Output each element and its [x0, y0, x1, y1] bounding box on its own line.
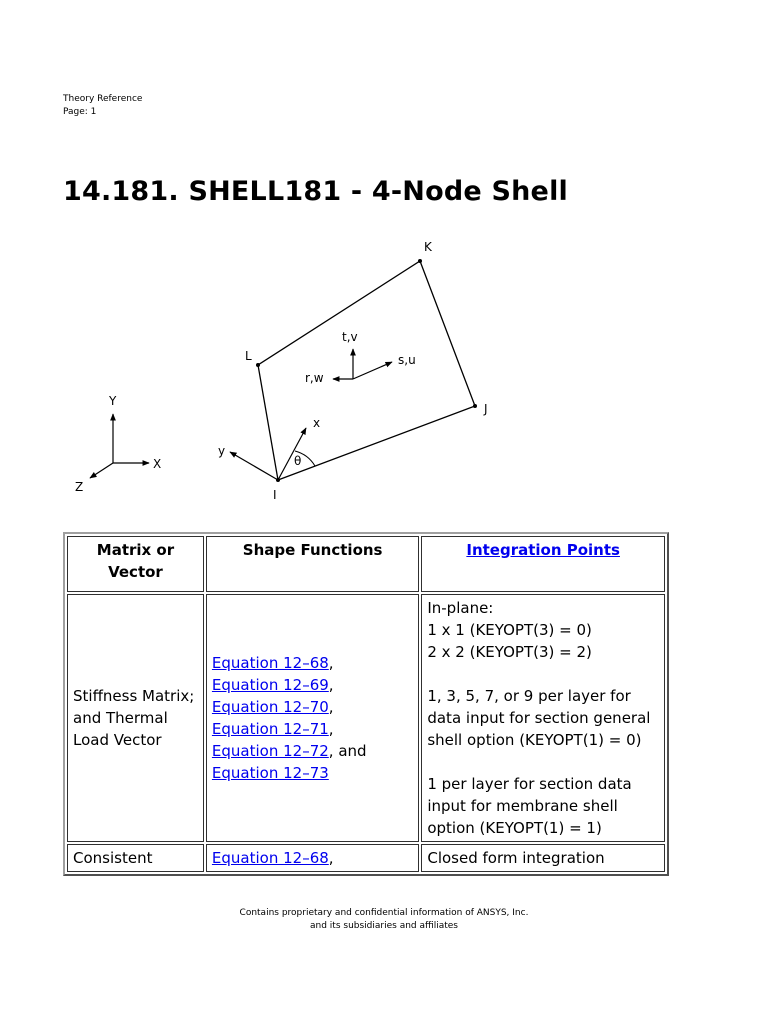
- stiffness-matrix-cell: Stiffness Matrix; and Thermal Load Vector: [67, 594, 204, 842]
- in-plane-label: In-plane:: [427, 599, 494, 617]
- x-local-label: x: [313, 416, 321, 430]
- node-i-label: I: [273, 488, 277, 502]
- y-local-arrow: [230, 452, 278, 480]
- equation-12-68-link-2[interactable]: Equation 12–68: [211, 849, 329, 867]
- footer-line-1: Contains proprietary and confidential information of ANSYS, Inc.: [239, 908, 529, 918]
- equation-12-69-link[interactable]: Equation 12–69: [211, 676, 329, 694]
- equation-12-73-link[interactable]: Equation 12–73: [211, 764, 329, 782]
- y-local-label: y: [218, 444, 226, 458]
- in-plane-option-1: 1 x 1 (KEYOPT(3) = 0): [427, 621, 592, 639]
- table-row: [67, 844, 665, 872]
- header-integration-points: [421, 536, 665, 592]
- footer-line-2: and its subsidiaries and affiliates: [310, 921, 458, 931]
- header-matrix-or-vector: Matrix or Vector: [67, 536, 204, 592]
- header-doc-title: Theory Reference: [63, 94, 143, 104]
- table-row: [67, 594, 665, 842]
- equation-12-70-link[interactable]: Equation 12–70: [211, 698, 329, 716]
- node-l-label: L: [245, 349, 252, 363]
- shape-functions-cell: Equation 12–68, Equation 12–69, Equation 12–70, Equation 12–71, Equation 12–72, and Equation 12–73: [206, 594, 419, 842]
- element-table-viewport: [63, 532, 669, 876]
- consistent-cell: Consistent: [67, 844, 204, 872]
- page-footer: [0, 907, 768, 933]
- integration-points-cell: [421, 594, 665, 842]
- node-j-label: J: [484, 402, 488, 416]
- header-page-number: Page: 1: [63, 107, 97, 117]
- header-shape-functions: Shape Functions: [206, 536, 419, 592]
- node-k-marker: [418, 259, 422, 263]
- equation-12-68-link[interactable]: Equation 12–68: [211, 654, 329, 672]
- node-k-label: K: [424, 240, 432, 254]
- section-general-note: 1, 3, 5, 7, or 9 per layer for data input for section general shell option (KEYOPT(1) = 0): [427, 687, 651, 749]
- z-global-label: Z: [75, 480, 84, 494]
- s-axis-arrow: [353, 362, 392, 379]
- closed-form-cell: Closed form integration: [421, 844, 665, 872]
- y-global-label: Y: [109, 394, 117, 408]
- tv-label: t,v: [342, 330, 358, 344]
- shape-functions-cell-2: Equation 12–68,: [206, 844, 419, 872]
- shell181-geometry-figure: [63, 222, 673, 522]
- theta-label: θ: [294, 454, 302, 468]
- node-j-marker: [473, 404, 477, 408]
- x-global-label: X: [153, 457, 162, 471]
- z-global-arrow: [90, 463, 113, 478]
- element-matrix-table: [63, 532, 669, 876]
- rw-label: r,w: [305, 371, 324, 385]
- su-label: s,u: [398, 353, 416, 367]
- page-title: 14.181. SHELL181 - 4-Node Shell: [63, 176, 568, 207]
- in-plane-option-2: 2 x 2 (KEYOPT(3) = 2): [427, 643, 592, 661]
- node-l-marker: [256, 363, 260, 367]
- equation-12-72-link[interactable]: Equation 12–72: [211, 742, 329, 760]
- table-header-row: [67, 536, 665, 592]
- element-outline: [258, 261, 475, 480]
- equation-12-71-link[interactable]: Equation 12–71: [211, 720, 329, 738]
- page-header: [63, 93, 142, 119]
- membrane-shell-note: 1 per layer for section data input for membrane shell option (KEYOPT(1) = 1): [427, 775, 632, 837]
- integration-points-link[interactable]: Integration Points: [466, 541, 620, 559]
